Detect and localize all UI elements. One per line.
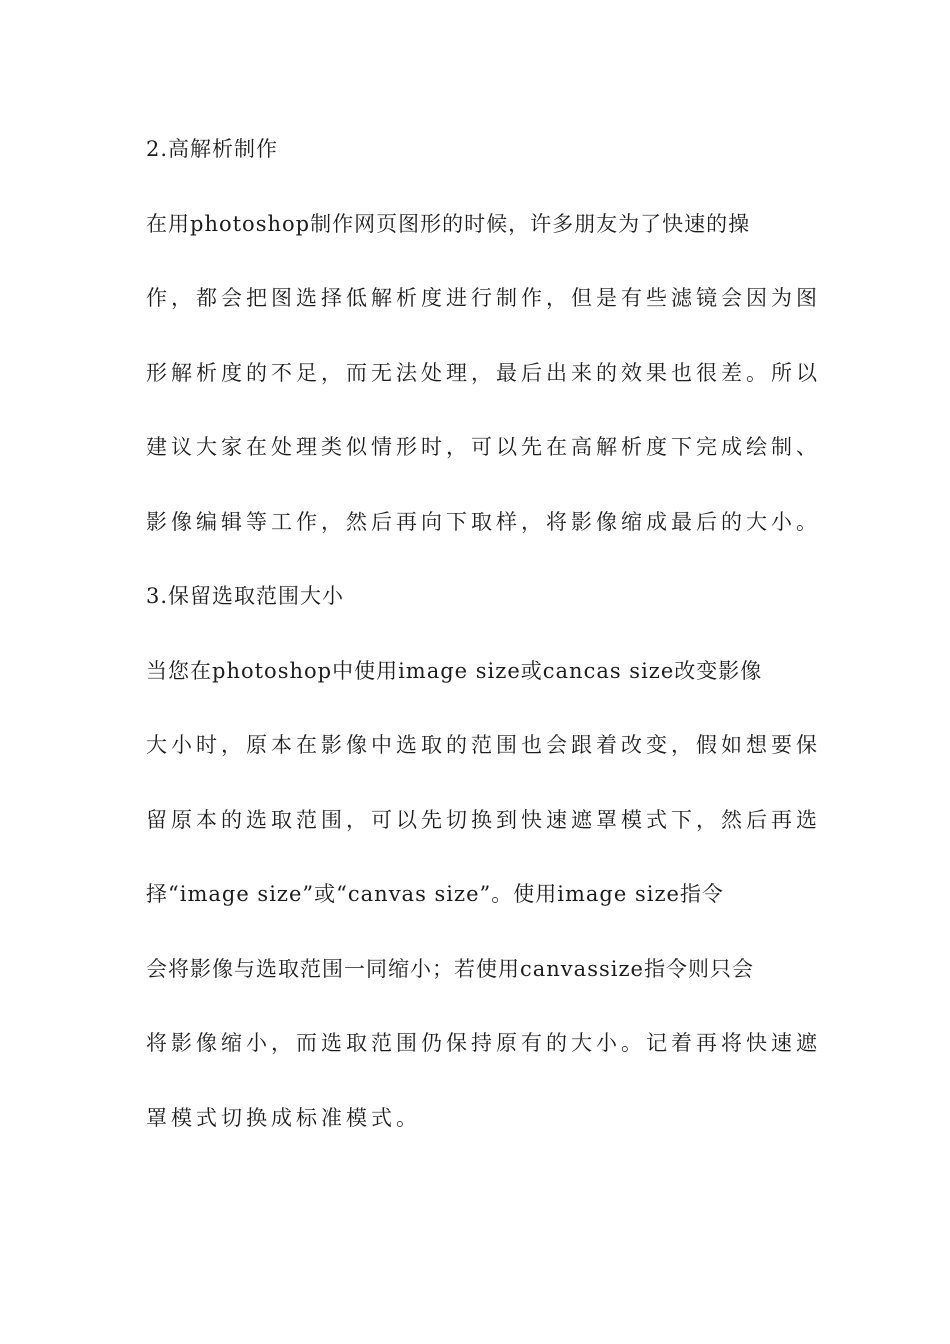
paragraph-line: 当您在photoshop中使用image size或cancas size改变影像	[146, 658, 763, 683]
document-body	[146, 131, 821, 1174]
paragraph-line: 建议大家在处理类似情形时，可以先在高解析度下完成绘制、	[146, 435, 821, 459]
paragraph-line: 会将影像与选取范围一同缩小；若使用canvassize指令则只会	[146, 956, 754, 981]
paragraph-line: 影像编辑等工作，然后再向下取样，将影像缩成最后的大小。	[146, 509, 821, 534]
section-heading: 2.高解析制作	[146, 137, 279, 161]
paragraph-line: 将影像缩小，而选取范围仍保持原有的大小。记着再将快速遮	[146, 1031, 821, 1055]
paragraph-line: 罩模式切换成标准模式。	[146, 1105, 421, 1130]
paragraph-line: 形解析度的不足，而无法处理，最后出来的效果也很差。所以	[146, 360, 821, 385]
paragraph-line: 在用photoshop制作网页图形的时候，许多朋友为了快速的操	[146, 211, 751, 236]
paragraph-line: 择“image size”或“canvas size”。使用image size指令	[146, 882, 724, 906]
section-heading: 3.保留选取范围大小	[146, 584, 345, 608]
paragraph-line: 大小时，原本在影像中选取的范围也会跟着改变，假如想要保	[146, 733, 821, 757]
paragraph-line: 作，都会把图选择低解析度进行制作，但是有些滤镜会因为图	[146, 286, 821, 310]
paragraph-line: 留原本的选取范围，可以先切换到快速遮罩模式下，然后再选	[146, 807, 821, 832]
